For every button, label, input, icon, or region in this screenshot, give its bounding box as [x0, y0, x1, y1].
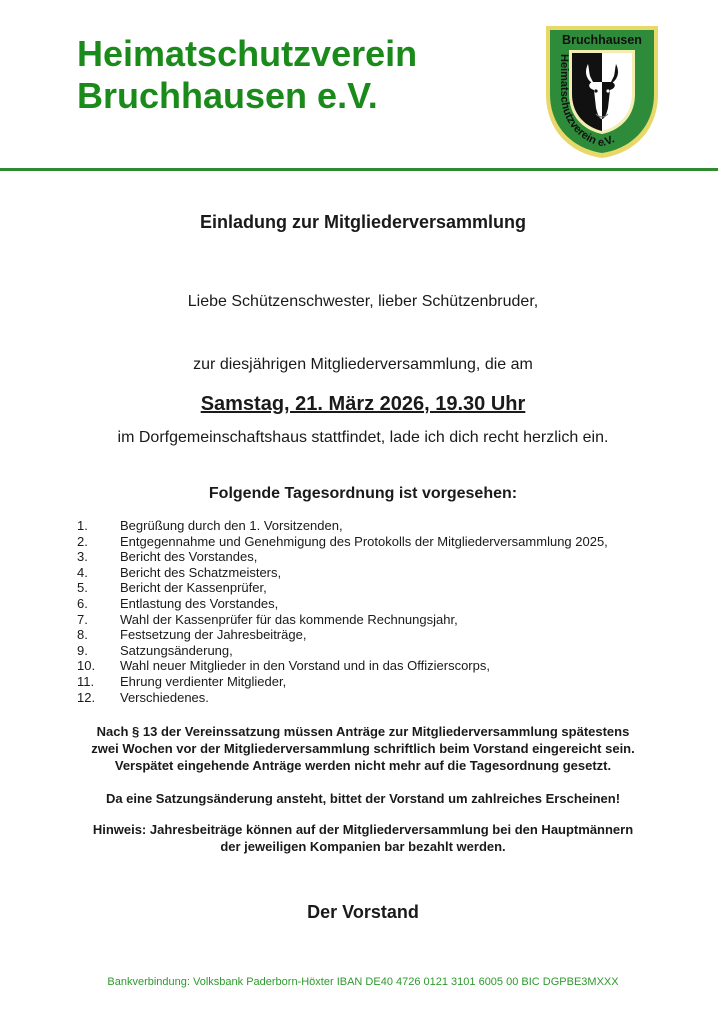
agenda-item-text: Satzungsänderung, — [120, 642, 233, 658]
letter-title: Einladung zur Mitgliederversammlung — [199, 212, 527, 232]
agenda-item-text: Entlastung des Vorstandes, — [120, 595, 279, 611]
organization-name — [77, 33, 417, 117]
agenda-item-number: 10. — [77, 658, 96, 674]
header-divider — [0, 168, 718, 171]
agenda-item — [77, 565, 608, 581]
notice-line: Nach § 13 der Vereinssatzung müssen Anträge zur Mitgliederversammlung spätestens — [96, 724, 630, 739]
agenda-heading: Folgende Tagesordnung ist vorgesehen: — [208, 485, 518, 502]
agenda-item-number: 4. — [77, 564, 88, 580]
agenda-item-text: Ehrung verdienter Mitglieder, — [120, 673, 287, 689]
logo-top-text: Bruchhausen — [562, 33, 642, 47]
agenda-item — [77, 690, 608, 706]
agenda-item — [77, 518, 608, 534]
lead-text: zur diesjährigen Mitgliederversammlung, die am — [193, 356, 533, 373]
notice-line: zwei Wochen vor der Mitgliederversammlung schriftlich beim Vorstand eingereicht sein. — [91, 741, 635, 756]
agenda-item-number: 7. — [77, 611, 88, 627]
notice-line: Verspätet eingehende Anträge werden nicht mehr auf die Tagesordnung gesetzt. — [114, 758, 612, 773]
agenda-item-text: Bericht des Schatzmeisters, — [120, 564, 282, 580]
agenda-item — [77, 596, 608, 612]
agenda-item — [77, 534, 608, 550]
greeting: Liebe Schützenschwester, lieber Schützenbruder, — [187, 293, 539, 310]
agenda-item-number: 11. — [77, 673, 95, 689]
agenda-item-text: Verschiedenes. — [120, 689, 209, 705]
agenda-item-text: Bericht der Kassenprüfer, — [120, 580, 267, 596]
agenda-item — [77, 549, 608, 565]
agenda-item-number: 9. — [77, 642, 88, 658]
fee-hint — [0, 821, 726, 855]
agenda-item-number: 5. — [77, 580, 88, 596]
hint-line: der jeweiligen Kompanien bar bezahlt werden. — [220, 839, 506, 854]
agenda-item — [77, 580, 608, 596]
signature: Der Vorstand — [307, 902, 419, 922]
meeting-date: Samstag, 21. März 2026, 19.30 Uhr — [200, 393, 526, 415]
agenda-list — [77, 518, 608, 705]
agenda-item-text: Wahl der Kassenprüfer für das kommende Rechnungsjahr, — [120, 611, 458, 627]
agenda-item-number: 6. — [77, 595, 88, 611]
agenda-item-text: Begrüßung durch den 1. Vorsitzenden, — [120, 518, 343, 533]
agenda-item — [77, 658, 608, 674]
meeting-location: im Dorfgemeinschaftshaus stattfindet, lade ich dich recht herzlich ein. — [117, 429, 609, 446]
agenda-item-text: Bericht des Vorstandes, — [120, 549, 258, 565]
agenda-item-number: 8. — [77, 627, 88, 643]
agenda-item — [77, 643, 608, 659]
agenda-item — [77, 627, 608, 643]
agenda-item-number: 12. — [77, 689, 96, 705]
agenda-item-text: Wahl neuer Mitglieder in den Vorstand und in das Offizierscorps, — [120, 658, 490, 674]
agenda-item-text: Entgegennahme und Genehmigung des Protokolls der Mitgliederversammlung 2025, — [120, 533, 608, 549]
bank-details: Bankverbindung: Volksbank Paderborn-Höxter IBAN DE40 4726 0121 3101 6005 00 BIC DGPBE3MXXX — [107, 976, 619, 988]
agenda-item-number: 1. — [77, 518, 88, 533]
agenda-item-number: 3. — [77, 549, 88, 565]
agenda-item — [77, 674, 608, 690]
club-logo — [544, 24, 660, 160]
attendance-note: Da eine Satzungsänderung ansteht, bittet der Vorstand um zahlreiches Erscheinen! — [105, 791, 621, 806]
agenda-item-number: 2. — [77, 533, 88, 549]
hint-line: Hinweis: Jahresbeiträge können auf der Mitgliederversammlung bei den Hauptmännern — [92, 822, 634, 837]
agenda-item — [77, 612, 608, 628]
logo-arc-text: Heimatschutzverein e.V. — [558, 54, 617, 150]
organization-name-line-2: Bruchhausen e.V. — [77, 75, 378, 116]
motion-deadline-notice — [0, 723, 726, 774]
organization-name-line-1: Heimatschutzverein — [77, 33, 418, 74]
agenda-item-text: Festsetzung der Jahresbeiträge, — [120, 627, 307, 643]
